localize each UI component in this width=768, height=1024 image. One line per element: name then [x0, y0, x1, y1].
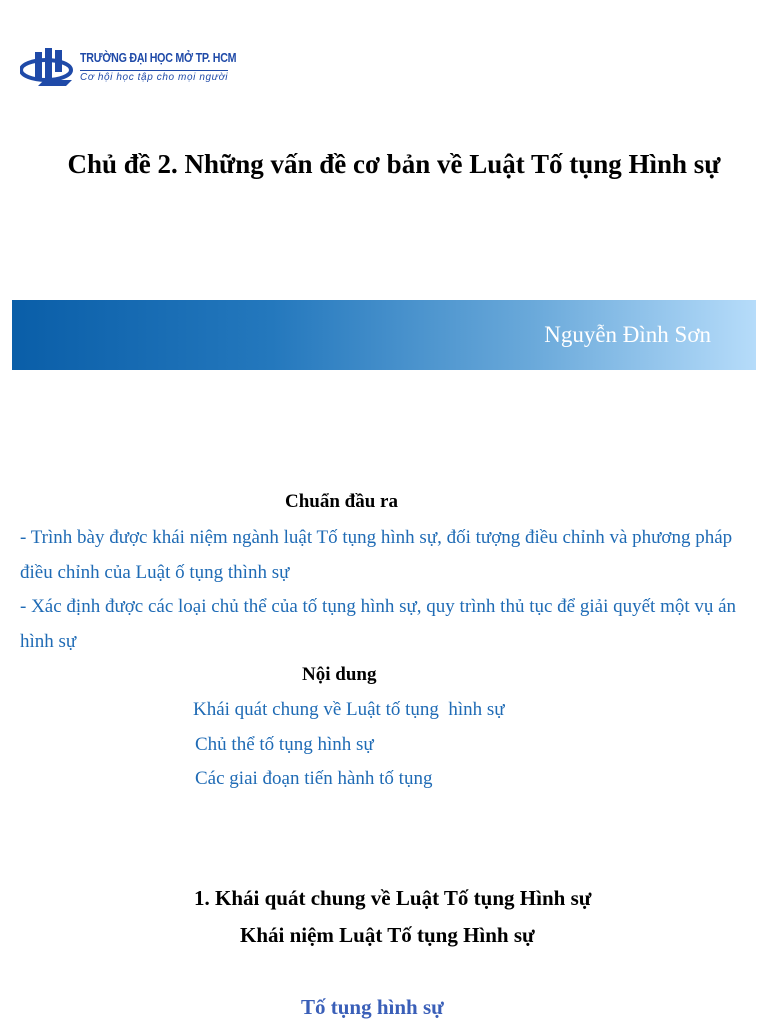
author-banner: [12, 300, 756, 370]
contents-item-2: Chủ thể tố tụng hình sự: [195, 734, 374, 755]
outcome-item-1: - Trình bày được khái niệm ngành luật Tố tụng hình sự, đối tượng điều chỉnh và phương pháp điều chỉnh của Luật ố tụng thình sự: [20, 527, 733, 583]
contents-heading: Nội dung: [302, 664, 377, 685]
section-heading: 1. Khái quát chung về Luật Tố tụng Hình sự: [194, 886, 592, 910]
contents-item-3: Các giai đoạn tiến hành tố tụng: [195, 768, 433, 789]
outcome-item-2: - Xác định được các loại chủ thể của tố tụng hình sự, quy trình thủ tục để giải quyết một vụ án hình sự: [20, 596, 737, 652]
logo-slogan: Cơ hội học tập cho mọi người: [80, 72, 229, 83]
author-name: Nguyễn Đình Sơn: [544, 322, 711, 347]
section-subheading: Khái niệm Luật Tố tụng Hình sự: [240, 923, 535, 947]
contents-item-1: Khái quát chung về Luật tố tụng hình sự: [193, 699, 505, 720]
outcomes-heading: Chuẩn đầu ra: [285, 491, 398, 512]
logo-emblem-icon: [20, 46, 78, 90]
university-logo: [20, 46, 240, 90]
logo-name: TRƯỜNG ĐẠI HỌC MỞ TP. HCM: [80, 50, 237, 65]
document-title: Chủ đề 2. Những vấn đề cơ bản về Luật Tố tụng Hình sự: [67, 149, 721, 179]
topic-heading: Tố tụng hình sự: [301, 995, 444, 1019]
